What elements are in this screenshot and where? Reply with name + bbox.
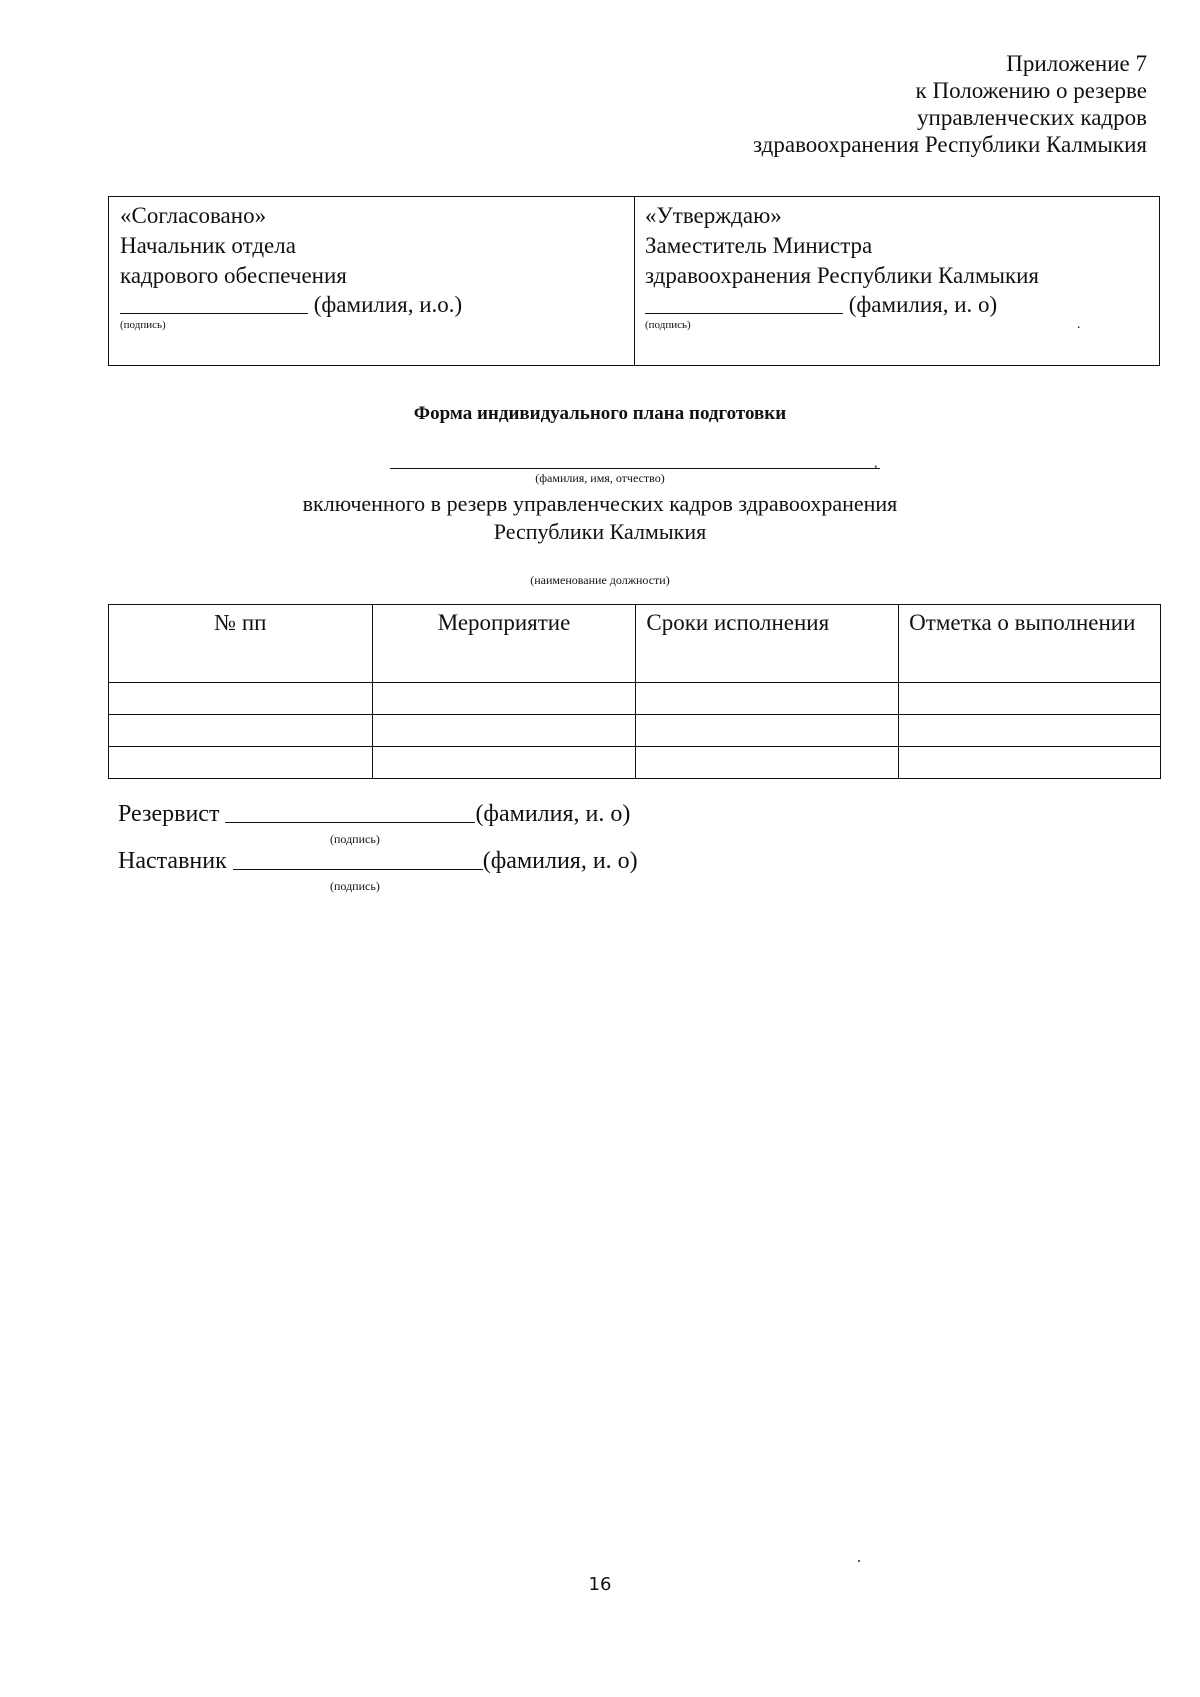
- mentor-name-hint: (фамилия, и. о): [482, 848, 638, 874]
- approve-signature-row: [645, 291, 1159, 319]
- approve-signature-caption: (подпись): [645, 319, 691, 331]
- approve-position-line-2: здравоохранения Республики Калмыкия: [645, 263, 1040, 288]
- table-cell[interactable]: [636, 683, 899, 715]
- agreed-position-line-2: кадрового обеспечения: [120, 263, 347, 288]
- subtitle-line-1: включенного в резерв управленческих кадров здравоохранения: [302, 491, 898, 516]
- plan-table: [108, 604, 1161, 779]
- approve-name-hint: (фамилия, и. о): [848, 292, 998, 317]
- reservist-name-hint: (фамилия, и. о): [475, 801, 631, 827]
- agreed-signature-row: [120, 291, 634, 319]
- table-cell[interactable]: [109, 715, 373, 747]
- table-cell[interactable]: [899, 683, 1161, 715]
- header-completion-mark: Отметка о выполнении: [899, 605, 1161, 683]
- header-deadline: Сроки исполнения: [636, 605, 899, 683]
- table-cell[interactable]: [109, 683, 373, 715]
- appendix-header: [753, 50, 1147, 158]
- mentor-signature-caption: (подпись): [330, 879, 380, 893]
- agreed-heading: «Согласовано»: [120, 203, 267, 228]
- table-cell[interactable]: [109, 747, 373, 779]
- table-row: [109, 683, 1161, 715]
- plan-table-header-row: [109, 605, 1161, 683]
- mentor-signature-line[interactable]: [233, 847, 483, 870]
- fio-caption: (фамилия, имя, отчество): [535, 471, 665, 485]
- reservist-signature-caption: (подпись): [330, 832, 380, 846]
- table-row: [109, 715, 1161, 747]
- fio-comma: ,: [874, 456, 878, 471]
- appendix-line-2: к Положению о резерве: [915, 78, 1147, 103]
- fio-blank-line[interactable]: [390, 468, 880, 469]
- agreed-signature-caption: (подпись): [120, 319, 166, 331]
- form-title: Форма индивидуального плана подготовки: [413, 403, 787, 424]
- header-activity: Мероприятие: [372, 605, 636, 683]
- subtitle-line-2: Республики Калмыкия: [493, 519, 707, 544]
- approval-box: [108, 196, 1160, 366]
- appendix-line-3: управленческих кадров: [917, 105, 1147, 130]
- position-caption: (наименование должности): [530, 573, 670, 587]
- reservist-signature-line[interactable]: [225, 800, 475, 823]
- appendix-line-4: здравоохранения Республики Калмыкия: [752, 132, 1147, 157]
- approve-signature-line[interactable]: [645, 291, 843, 314]
- table-cell[interactable]: [372, 747, 636, 779]
- table-cell[interactable]: [636, 715, 899, 747]
- mentor-label: Наставник: [118, 848, 227, 874]
- table-cell[interactable]: [899, 715, 1161, 747]
- approve-heading: «Утверждаю»: [645, 203, 782, 228]
- header-number: № пп: [109, 605, 373, 683]
- reservist-signature-row: [118, 800, 630, 828]
- table-cell[interactable]: [636, 747, 899, 779]
- subtitle: [0, 490, 1200, 546]
- approval-agreed-column: [109, 197, 635, 365]
- reservist-label: Резервист: [118, 801, 220, 827]
- table-row: [109, 747, 1161, 779]
- table-cell[interactable]: [372, 683, 636, 715]
- agreed-position-line-1: Начальник отдела: [120, 233, 296, 258]
- agreed-signature-line[interactable]: [120, 291, 308, 314]
- appendix-line-1: Приложение 7: [1006, 51, 1147, 76]
- mentor-signature-row: [118, 847, 638, 875]
- agreed-name-hint: (фамилия, и.о.): [313, 292, 463, 317]
- stray-dot: ·: [1076, 321, 1081, 336]
- table-cell[interactable]: [899, 747, 1161, 779]
- approve-position-line-1: Заместитель Министра: [645, 233, 873, 258]
- page-number: 16: [588, 1574, 612, 1595]
- table-cell[interactable]: [372, 715, 636, 747]
- scan-speck: [858, 1560, 860, 1562]
- approval-approve-column: [635, 197, 1159, 365]
